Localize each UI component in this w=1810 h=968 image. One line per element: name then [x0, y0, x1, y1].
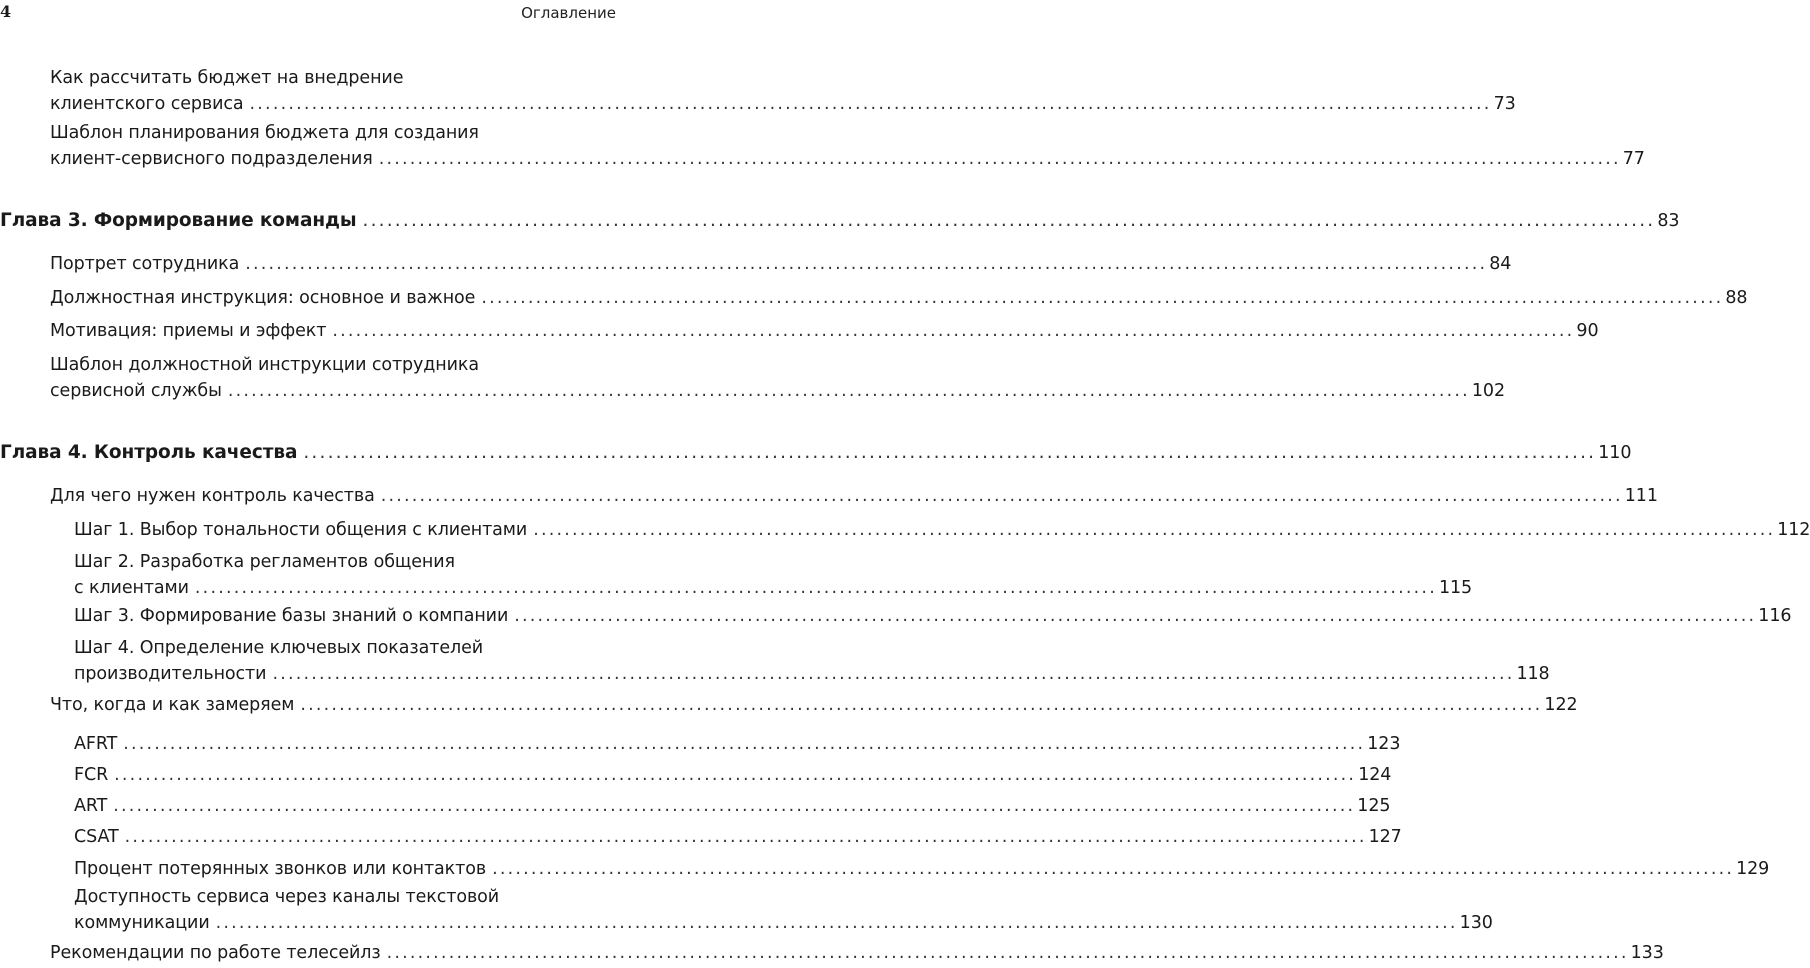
toc-page-number: 112	[1777, 520, 1810, 540]
toc-entry-title: ART	[74, 796, 108, 816]
toc-page-number: 73	[1493, 94, 1516, 114]
toc-page-number: 111	[1624, 486, 1658, 506]
toc-chapter[interactable]	[0, 440, 1632, 466]
toc-entry-title: Шаг 3. Формирование базы знаний о компании	[74, 606, 509, 626]
toc-entry[interactable]	[74, 793, 1391, 819]
toc-entry-title: клиентского сервиса	[50, 94, 244, 114]
dot-leader: ................................................................................................................................................................	[124, 827, 1367, 847]
toc-entry[interactable]	[74, 603, 1792, 629]
dot-leader: ................................................................................................................................................................	[114, 765, 1357, 785]
dot-leader: ................................................................................................................................................................	[113, 796, 1356, 816]
toc-chapter[interactable]	[0, 208, 1680, 234]
toc-entry[interactable]	[50, 285, 1748, 311]
toc-page-number: 124	[1358, 765, 1392, 785]
toc-entry-title-line1: Как рассчитать бюджет на внедрение	[50, 68, 404, 88]
toc-entry[interactable]	[50, 483, 1658, 509]
toc-entry[interactable]	[74, 762, 1392, 788]
toc-entry-title-line1: Шаблон должностной инструкции сотрудника	[50, 355, 480, 375]
page-number: 4	[0, 2, 12, 21]
toc-entry-title: сервисной службы	[50, 381, 222, 401]
toc-entry[interactable]	[50, 318, 1599, 344]
toc-entry[interactable]	[50, 940, 1664, 966]
toc-entry[interactable]	[74, 549, 1473, 601]
toc-entry[interactable]	[74, 856, 1770, 882]
dot-leader: ................................................................................................................................................................	[245, 254, 1488, 274]
toc-entry[interactable]	[74, 517, 1810, 543]
toc-page-number: 115	[1438, 578, 1473, 598]
dot-leader: ................................................................................................................................................................	[514, 606, 1757, 626]
toc-page-number: 118	[1516, 664, 1550, 684]
toc-entry-title: Для чего нужен контроль качества	[50, 486, 375, 506]
toc-entry-title-line1: Доступность сервиса через каналы текстовой	[74, 887, 500, 907]
dot-leader: ................................................................................................................................................................	[303, 442, 1597, 463]
dot-leader: ................................................................................................................................................................	[272, 664, 1515, 684]
toc-page-number: 125	[1357, 796, 1391, 816]
toc-entry-title: Процент потерянных звонков или контактов	[74, 859, 487, 879]
toc-page-number: 123	[1367, 734, 1401, 754]
dot-leader: ................................................................................................................................................................	[378, 149, 1621, 169]
toc-entry-title: Шаг 1. Выбор тональности общения с клиентами	[74, 520, 528, 540]
toc-entry-title: коммуникации	[74, 913, 210, 933]
dot-leader: ................................................................................................................................................................	[194, 578, 1437, 598]
toc-page-number: 84	[1489, 254, 1512, 274]
dot-leader: ................................................................................................................................................................	[332, 321, 1575, 341]
toc-page-number: 102	[1471, 381, 1505, 401]
toc-entry-title-line1: Шаг 4. Определение ключевых показателей	[74, 638, 484, 658]
toc-page-number: 90	[1576, 321, 1599, 341]
dot-leader: ................................................................................................................................................................	[492, 859, 1735, 879]
toc-entry-title: с клиентами	[74, 578, 189, 598]
toc-entry[interactable]	[74, 824, 1402, 850]
toc-entry-title: FCR	[74, 765, 109, 785]
dot-leader: ................................................................................................................................................................	[300, 695, 1543, 715]
toc-entry[interactable]	[50, 120, 1645, 172]
dot-leader: ................................................................................................................................................................	[215, 913, 1458, 933]
toc-page-number: 130	[1459, 913, 1493, 933]
toc-entry-title: Портрет сотрудника	[50, 254, 240, 274]
toc-entry-title: Мотивация: приемы и эффект	[50, 321, 327, 341]
toc-entry-title: Что, когда и как замеряем	[50, 695, 295, 715]
toc-page-number: 116	[1758, 606, 1792, 626]
toc-page-number: 83	[1657, 211, 1680, 231]
toc-chapter-title: Глава 4. Контроль качества	[0, 442, 298, 463]
toc-page-number: 127	[1368, 827, 1402, 847]
toc-entry[interactable]	[74, 731, 1401, 757]
toc-entry[interactable]	[50, 251, 1512, 277]
toc-entry-title-line1: Шаблон планирования бюджета для создания	[50, 123, 479, 143]
toc-entry[interactable]	[74, 884, 1493, 936]
toc-entry[interactable]	[74, 635, 1550, 687]
toc-entry-title: клиент-сервисного подразделения	[50, 149, 373, 169]
dot-leader: ................................................................................................................................................................	[481, 288, 1724, 308]
dot-leader: ................................................................................................................................................................	[123, 734, 1366, 754]
dot-leader: ................................................................................................................................................................	[227, 381, 1470, 401]
toc-entry-title: AFRT	[74, 734, 118, 754]
toc-page-number: 122	[1544, 695, 1578, 715]
toc-page-number: 110	[1598, 443, 1632, 463]
toc-entry-title: CSAT	[74, 827, 119, 847]
toc-page-number: 129	[1736, 859, 1770, 879]
toc-entry[interactable]	[50, 692, 1578, 718]
dot-leader: ................................................................................................................................................................	[380, 486, 1623, 506]
toc-entry-title: Должностная инструкция: основное и важное	[50, 288, 476, 308]
dot-leader: ................................................................................................................................................................	[249, 94, 1492, 114]
toc-page-number: 133	[1630, 943, 1664, 963]
toc-entry-title-line1: Шаг 2. Разработка регламентов общения	[74, 552, 455, 572]
toc-entry-title: производительности	[74, 664, 267, 684]
dot-leader: ................................................................................................................................................................	[386, 943, 1629, 963]
toc-entry-title: Рекомендации по работе телесейлз	[50, 943, 381, 963]
toc-page-number: 77	[1622, 149, 1645, 169]
dot-leader: ................................................................................................................................................................	[362, 210, 1656, 231]
running-head: Оглавление	[521, 4, 616, 22]
toc-entry[interactable]	[50, 65, 1516, 117]
toc-entry[interactable]	[50, 352, 1505, 404]
toc-chapter-title: Глава 3. Формирование команды	[0, 210, 357, 231]
dot-leader: ................................................................................................................................................................	[533, 520, 1776, 540]
toc-page-number: 88	[1725, 288, 1748, 308]
